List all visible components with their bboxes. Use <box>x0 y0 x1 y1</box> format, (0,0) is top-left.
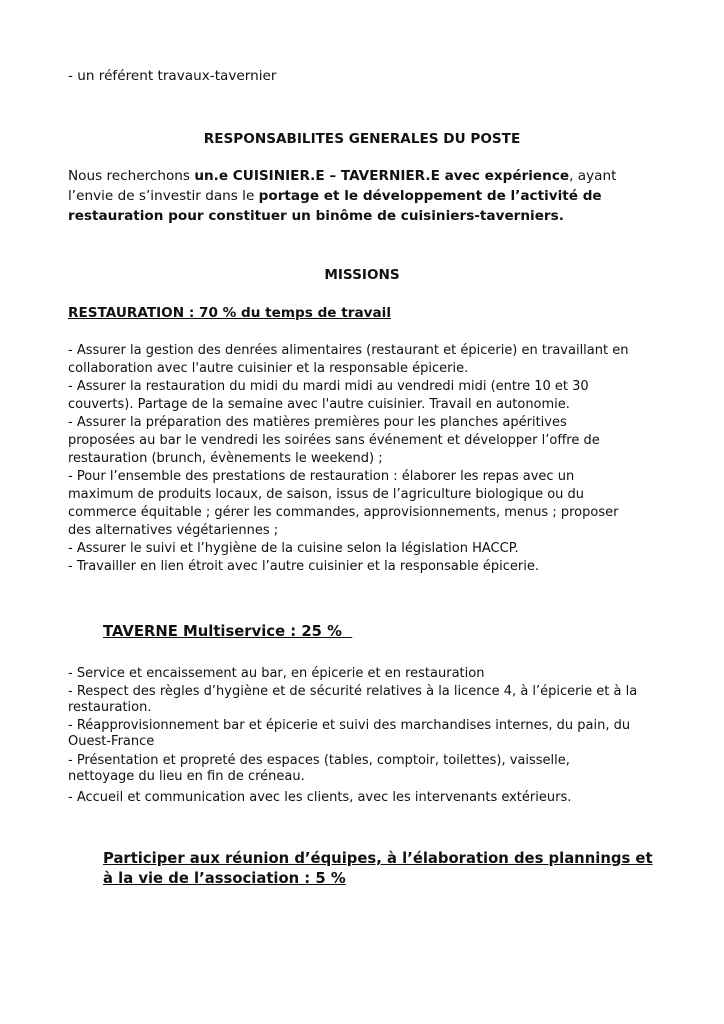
taverne-heading-trailing-space <box>342 623 352 640</box>
missions-heading: MISSIONS <box>324 267 400 283</box>
taverne-heading <box>103 622 352 642</box>
general-heading: RESPONSABILITES GENERALES DU POSTE <box>203 131 521 147</box>
restauration-line: - Assurer le suivi et l’hygiène de la cuisine selon la législation HACCP. <box>68 541 519 556</box>
general-paragraph-line-3: restauration pour constituer un binôme de cuisiniers-taverniers. <box>68 208 564 224</box>
participer-heading-line-1 <box>103 848 653 869</box>
taverne-line: - Service et encaissement au bar, en épicerie et en restauration <box>68 666 485 681</box>
general-bold-text: portage et le développement de l’activité de <box>258 188 602 204</box>
taverne-line: restauration. <box>68 700 152 715</box>
general-text: l’envie de s’investir dans le <box>68 188 259 204</box>
taverne-line: - Présentation et propreté des espaces (tables, comptoir, toilettes), vaisselle, <box>68 753 570 768</box>
restauration-line: proposées au bar le vendredi les soirées sans événement et développer l’offre de <box>68 433 600 448</box>
restauration-line: des alternatives végétariennes ; <box>68 523 279 538</box>
taverne-line: Ouest-France <box>68 734 155 749</box>
participer-heading-text: Participer aux réunion d’équipes, à l’élaboration des plannings et <box>103 850 653 867</box>
taverne-line: - Accueil et communication avec les clients, avec les intervenants extérieurs. <box>68 790 572 805</box>
restauration-line: maximum de produits locaux, de saison, issus de l’agriculture biologique ou du <box>68 487 585 502</box>
restauration-line: - Assurer la gestion des denrées alimentaires (restaurant et épicerie) en travaillant en <box>68 343 629 358</box>
general-paragraph-line-2 <box>68 187 602 205</box>
participer-heading-line-2 <box>103 868 346 889</box>
participer-heading-text: à la vie de l’association : 5 % <box>103 870 346 887</box>
general-paragraph-line-1 <box>68 167 616 185</box>
restauration-line: - Assurer la restauration du midi du mardi midi au vendredi midi (entre 10 et 30 <box>68 379 589 394</box>
taverne-line: - Respect des règles d’hygiène et de sécurité relatives à la licence 4, à l’épicerie et à la <box>68 684 638 699</box>
restauration-line: - Travailler en lien étroit avec l’autre cuisinier et la responsable épicerie. <box>68 559 539 574</box>
general-bold-text: un.e CUISINIER.E – TAVERNIER.E avec expérience <box>194 168 570 184</box>
taverne-heading-text: TAVERNE Multiservice : 25 % <box>103 623 342 640</box>
general-text: , ayant <box>569 168 617 184</box>
restauration-line: collaboration avec l'autre cuisinier et la responsable épicerie. <box>68 361 469 376</box>
restauration-line: - Assurer la préparation des matières premières pour les planches apéritives <box>68 415 567 430</box>
restauration-line: commerce équitable ; gérer les commandes, approvisionnements, menus ; proposer <box>68 505 619 520</box>
restauration-line: - Pour l’ensemble des prestations de restauration : élaborer les repas avec un <box>68 469 575 484</box>
restauration-heading: RESTAURATION : 70 % du temps de travail <box>68 305 391 321</box>
general-text: Nous recherchons <box>68 168 195 184</box>
taverne-line: nettoyage du lieu en fin de créneau. <box>68 769 305 784</box>
restauration-line: couverts). Partage de la semaine avec l'autre cuisinier. Travail en autonomie. <box>68 397 570 412</box>
taverne-line: - Réapprovisionnement bar et épicerie et suivi des marchandises internes, du pain, du <box>68 718 631 733</box>
restauration-line: restauration (brunch, évènements le weekend) ; <box>68 451 383 466</box>
top-line: - un référent travaux-tavernier <box>68 68 277 84</box>
